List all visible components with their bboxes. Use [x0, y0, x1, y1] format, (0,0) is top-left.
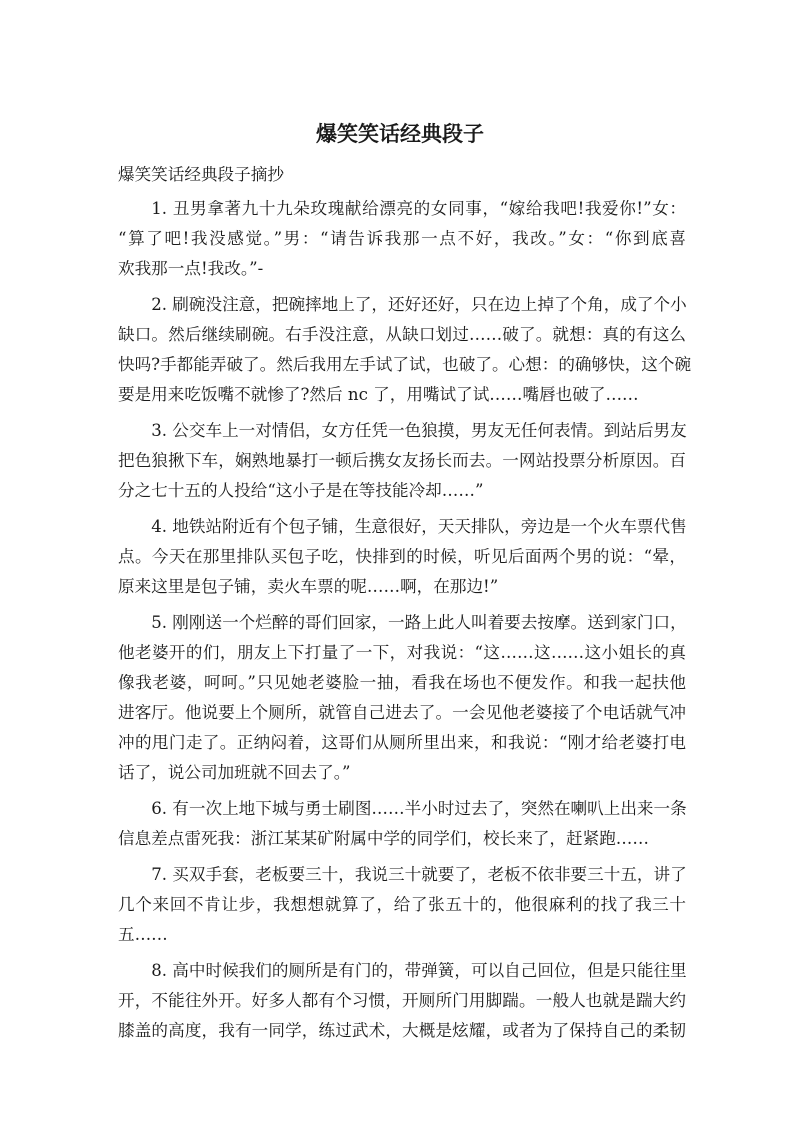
- paragraph-line: 进客厅。他说要上个厕所，就管自己进去了。一会见他老婆接了个电话就气冲: [118, 703, 686, 722]
- paragraph-line: 把色狼揪下车，娴熟地暴打一顿后携女友扬长而去。一网站投票分析原因。百: [118, 451, 686, 470]
- paragraph-line: 点。今天在那里排队买包子吃，快排到的时候，听见后面两个男的说：“晕，: [118, 547, 686, 566]
- paragraph-line: 原来这里是包子铺，卖火车票的呢……啊，在那边!”: [118, 577, 499, 596]
- paragraph-line: 像我老婆，呵呵。”只见她老婆脸一抽，看我在场也不便发作。和我一起扶他: [118, 673, 686, 692]
- joke-paragraph-8: [118, 956, 686, 1046]
- paragraph-line: 3. 公交车上一对情侣，女方任凭一色狼摸，男友无任何表情。到站后男友: [151, 421, 687, 440]
- paragraph-line: 4. 地铁站附近有个包子铺，生意很好，天天排队，旁边是一个火车票代售: [151, 517, 687, 536]
- joke-paragraph-5: [118, 608, 686, 788]
- paragraph-line: 欢我那一点!我改。”-: [118, 259, 264, 278]
- paragraph-line: 1. 丑男拿著九十九朵玫瑰献给漂亮的女同事，“嫁给我吧!我爱你!”女：: [151, 199, 686, 218]
- paragraph-line: 6. 有一次上地下城与勇士刷图……半小时过去了，突然在喇叭上出来一条: [151, 799, 687, 818]
- paragraph-line: 7. 买双手套，老板要三十，我说三十就要了，老板不依非要三十五，讲了: [151, 865, 687, 884]
- paragraph-line: 快吗?手都能弄破了。然后我用左手试了试，也破了。心想：的确够快，这个碗: [118, 355, 692, 374]
- paragraph-line: 8. 高中时候我们的厕所是有门的，带弹簧，可以自己回位，但是只能往里: [151, 961, 687, 980]
- paragraph-line: 信息差点雷死我：浙江某某矿附属中学的同学们，校长来了，赶紧跑……: [118, 829, 649, 848]
- joke-paragraph-4: [118, 512, 686, 602]
- paragraph-line: 分之七十五的人投给“这小子是在等技能冷却……”: [118, 481, 484, 500]
- document-body: [118, 160, 692, 1052]
- joke-paragraph-6: [118, 794, 686, 854]
- joke-paragraph-7: [118, 860, 686, 950]
- paragraph-line: 几个来回不肯让步，我想想就算了，给了张五十的，他很麻利的找了我三十: [118, 895, 686, 914]
- paragraph-line: “算了吧!我没感觉。”男：“请告诉我那一点不好，我改。”女：“你到底喜: [118, 229, 686, 248]
- paragraph-line: 话了，说公司加班就不回去了。”: [118, 763, 351, 782]
- paragraph-line: 他老婆开的们，朋友上下打量了一下，对我说：“这……这……这小姐长的真: [118, 643, 686, 662]
- paragraph-line: 膝盖的高度，我有一同学，练过武术，大概是炫耀，或者为了保持自己的柔韧: [118, 1021, 686, 1040]
- document-title: 爆笑笑话经典段子: [316, 122, 484, 146]
- joke-paragraph-3: [118, 416, 686, 506]
- document-subtitle: 爆笑笑话经典段子摘抄: [118, 165, 284, 184]
- paragraph-line: 五……: [118, 925, 168, 944]
- joke-paragraph-1: [118, 194, 686, 284]
- paragraph-line: 开，不能往外开。好多人都有个习惯，开厕所门用脚踹。一般人也就是踹大约: [118, 991, 686, 1010]
- paragraph-line: 要是用来吃饭嘴不就惨了?然后 nc 了，用嘴试了试……嘴唇也破了……: [118, 385, 639, 404]
- paragraph-line: 冲的甩门走了。正纳闷着，这哥们从厕所里出来，和我说：“刚才给老婆打电: [118, 733, 686, 752]
- joke-paragraph-2: [118, 290, 692, 410]
- paragraph-line: 2. 刷碗没注意，把碗摔地上了，还好还好，只在边上掉了个角，成了个小: [151, 295, 687, 314]
- paragraph-line: 5. 刚刚送一个烂醉的哥们回家，一路上此人叫着要去按摩。送到家门口，: [151, 613, 687, 632]
- paragraph-line: 缺口。然后继续刷碗。右手没注意，从缺口划过……破了。就想：真的有这么: [118, 325, 686, 344]
